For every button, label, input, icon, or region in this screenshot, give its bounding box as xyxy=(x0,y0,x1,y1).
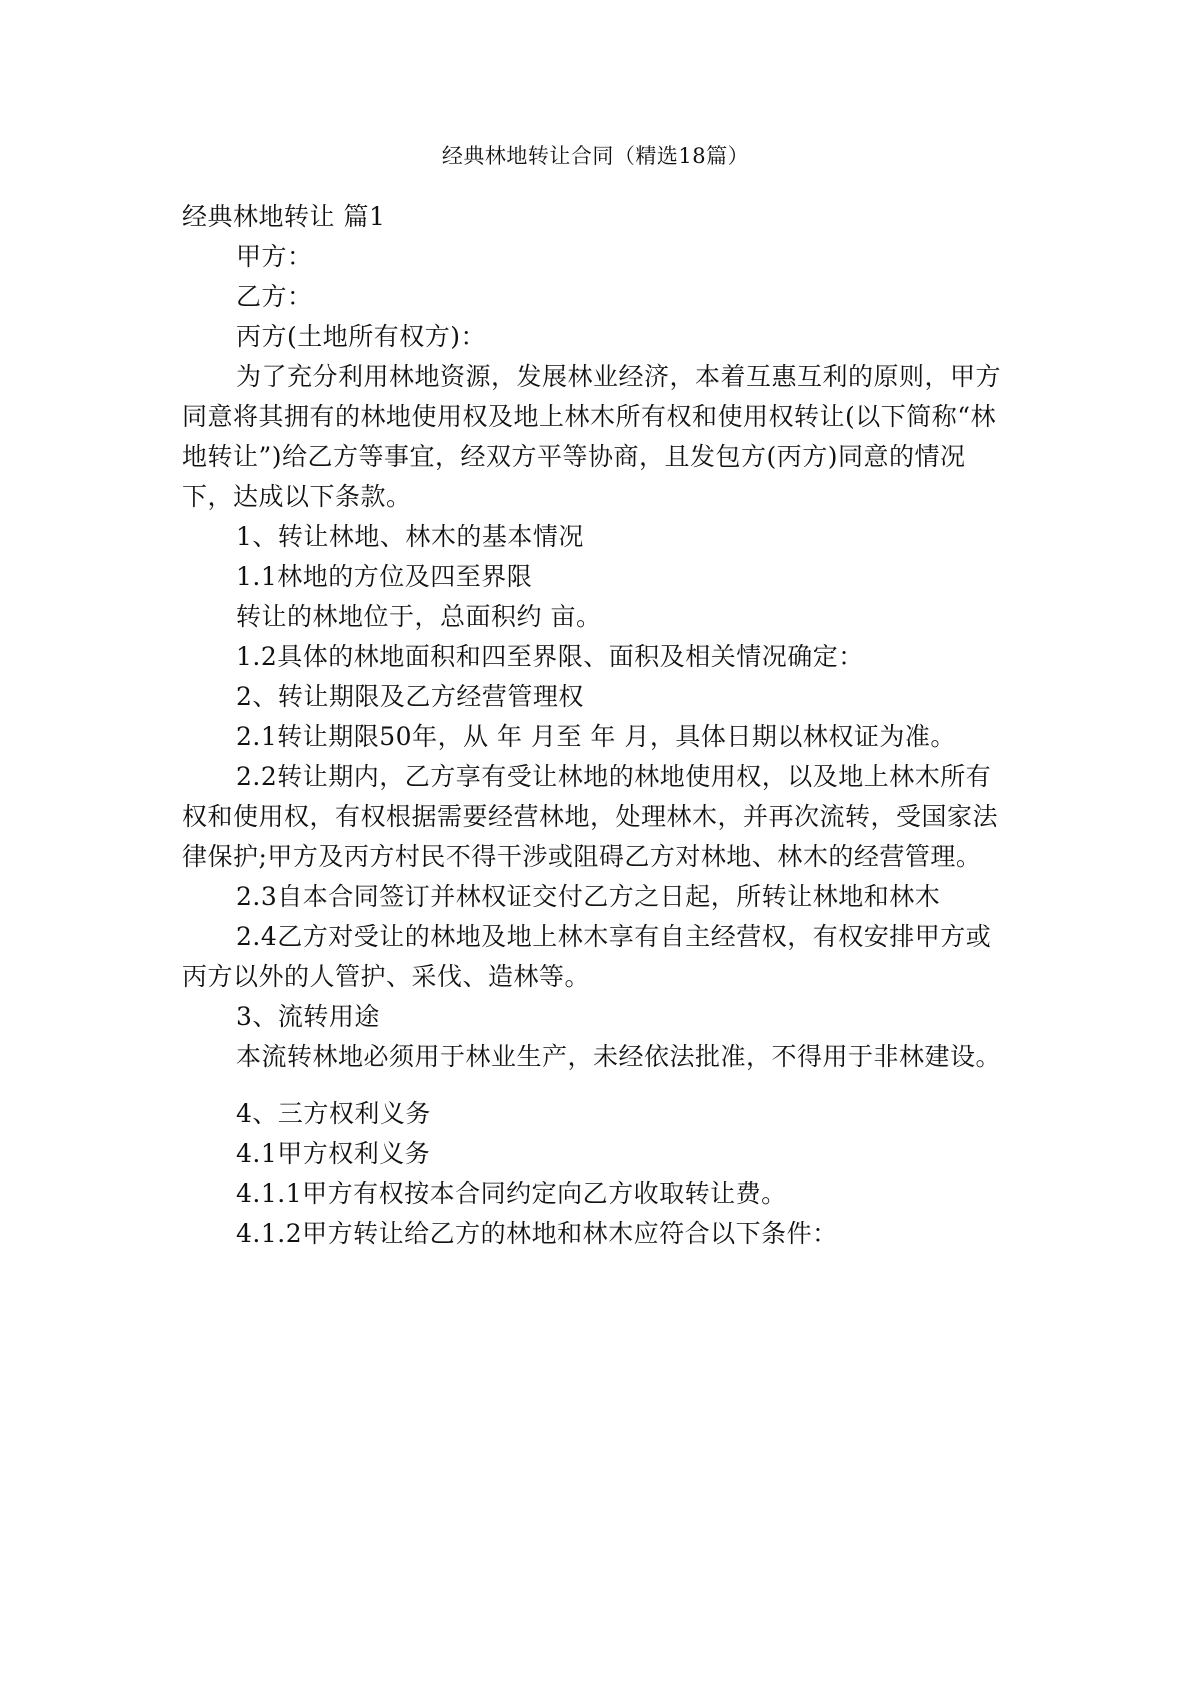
document-title: 经典林地转让合同（精选18篇） xyxy=(441,144,750,168)
clause-1-heading: 1、转让林地、林木的基本情况 xyxy=(236,522,584,551)
clause-1-1-text: 转让的林地位于，总面积约 亩。 xyxy=(236,602,602,631)
clause-1-2: 1.2具体的林地面积和四至界限、面积及相关情况确定： xyxy=(236,642,864,671)
document-body xyxy=(182,197,1012,1254)
clause-2-4: 2.4乙方对受让的林地及地上林木享有自主经营权，有权安排甲方或丙方以外的人管护、采伐、造林等。 xyxy=(182,922,992,991)
clause-4-1: 4.1甲方权利义务 xyxy=(236,1139,431,1168)
clause-1-1: 1.1林地的方位及四至界限 xyxy=(236,562,533,591)
clause-4-1-1: 4.1.1甲方有权按本合同约定向乙方收取转让费。 xyxy=(236,1179,787,1208)
clause-4-heading: 4、三方权利义务 xyxy=(236,1099,431,1128)
party-c-line: 丙方(土地所有权方)： xyxy=(236,322,487,351)
clause-3-heading: 3、流转用途 xyxy=(236,1002,380,1031)
party-b-line: 乙方： xyxy=(236,282,313,311)
section-heading: 经典林地转让 篇1 xyxy=(182,202,386,231)
party-a-line: 甲方： xyxy=(236,242,313,271)
clause-2-heading: 2、转让期限及乙方经营管理权 xyxy=(236,682,584,711)
clause-2-3: 2.3自本合同签订并林权证交付乙方之日起，所转让林地和林木 xyxy=(236,882,941,911)
preamble-paragraph: 为了充分利用林地资源，发展林业经济，本着互惠互利的原则，甲方同意将其拥有的林地使用权及地上林木所有权和使用权转让(以下简称“林地转让”)给乙方等事宜，经双方平等协商，且发包方(丙方)同意的情况下，达成以下条款。 xyxy=(182,362,1002,511)
clause-2-2: 2.2转让期内，乙方享有受让林地的林地使用权，以及地上林木所有权和使用权，有权根据需要经营林地，处理林木，并再次流转，受国家法律保护;甲方及丙方村民不得干涉或阻碍乙方对林地、林木的经营管理。 xyxy=(182,762,999,871)
clause-4-1-2: 4.1.2甲方转让给乙方的林地和林木应符合以下条件： xyxy=(236,1219,838,1248)
clause-3-text: 本流转林地必须用于林业生产，未经依法批准，不得用于非林建设。 xyxy=(236,1042,1002,1071)
clause-2-1: 2.1转让期限50年，从 年 月至 年 月，具体日期以林权证为准。 xyxy=(236,722,956,751)
